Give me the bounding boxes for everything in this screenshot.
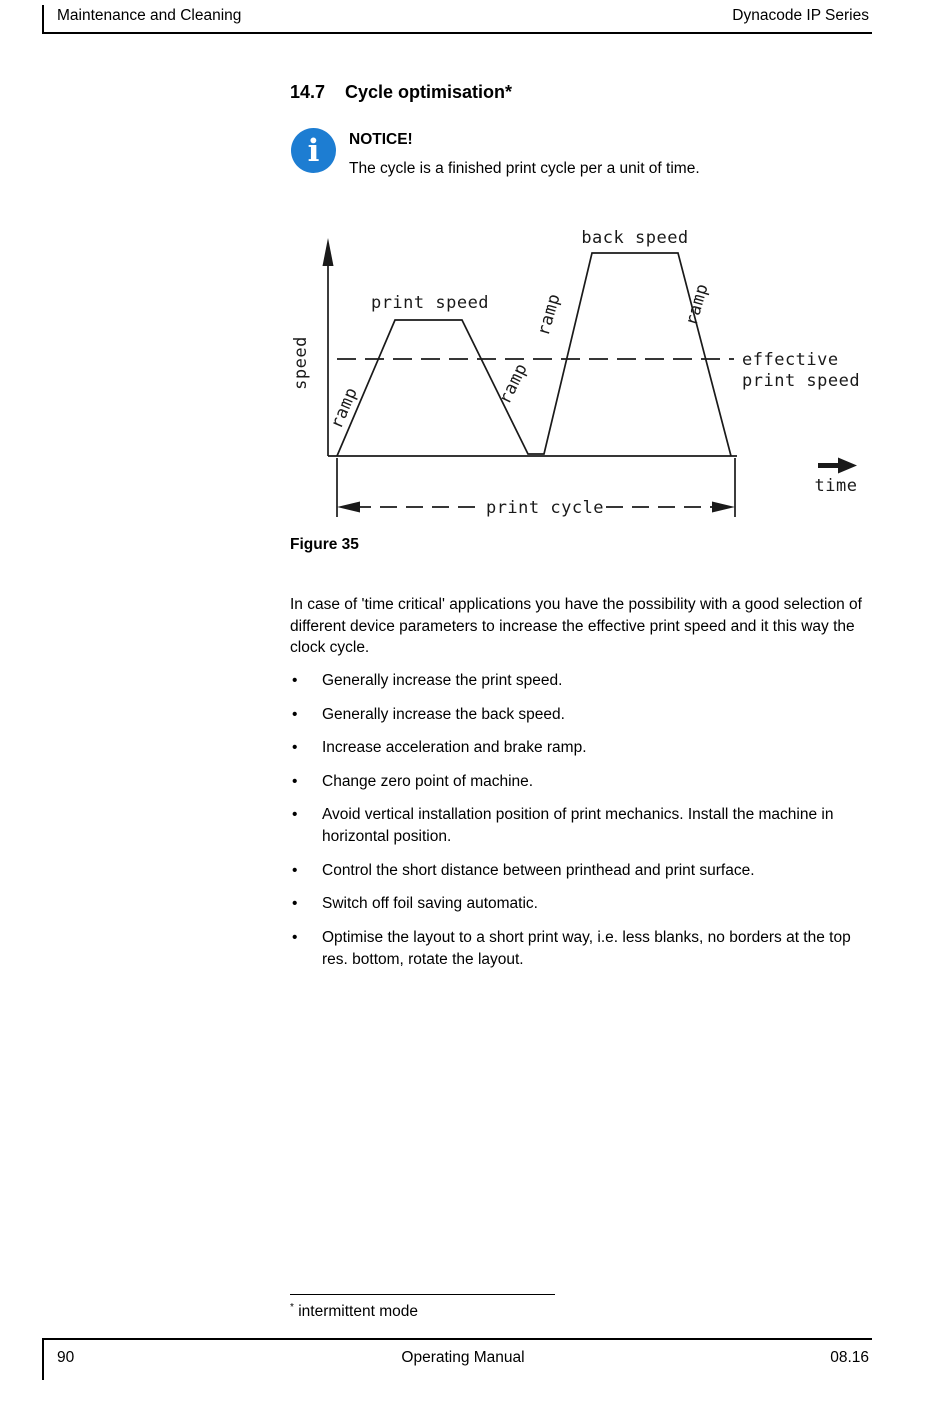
list-item [290,737,868,759]
ramp-label-4: ramp [681,281,713,329]
speed-profile [337,253,731,456]
bullet-marker: • [292,672,298,689]
footnote [290,1294,555,1321]
list-item [290,771,868,793]
bullet-marker: • [292,772,298,790]
notice-body: The cycle is a finished print cycle per a unit of time. [349,160,700,177]
notice-block [291,128,700,178]
list-item-text: Optimise the layout to a short print way, i.e. less blanks, no borders at the top res. bottom, rotate the layout. [322,928,851,968]
footnote-text [290,1302,555,1321]
page-header [42,5,872,34]
bullet-marker: • [292,806,298,823]
bullet-marker: • [292,928,298,946]
section-title: Cycle optimisation* [345,82,513,102]
bullet-marker: • [292,705,298,723]
dimension-arrow-right [712,502,735,513]
footnote-marker: * [290,1302,294,1313]
print-cycle-label: print cycle [485,498,605,518]
footer-version: 08.16 [830,1349,870,1366]
bullet-list [290,670,868,982]
list-item-text: Change zero point of machine. [322,772,534,790]
footnote-label: intermittent mode [298,1303,418,1321]
list-item-text: Generally increase the back speed. [322,705,565,723]
y-axis-arrow [323,238,334,266]
ramp-label-3: ramp [533,291,565,339]
notice-title: NOTICE! [349,131,413,148]
body-paragraph: In case of 'time critical' applications you have the possibility with a good selection of different device parameters to increase the effective print speed and it this way the clock cycle. [290,596,862,656]
list-item [290,860,868,882]
list-item-text: Generally increase the print speed. [322,672,563,689]
footer-document-title: Operating Manual [401,1349,525,1366]
list-item-text: Control the short distance between printhead and print surface. [322,861,755,879]
y-axis-label: speed [291,336,311,390]
info-icon: i [291,128,336,173]
cycle-diagram [290,226,868,526]
ramp-label-2: ramp [495,360,532,408]
list-item-text: Increase acceleration and brake ramp. [322,739,587,756]
header-right-title: Dynacode IP Series [732,7,869,24]
time-axis-arrow [818,458,857,474]
bullet-marker: • [292,861,298,879]
bullet-marker: • [292,739,298,756]
list-item [290,893,868,915]
section-number: 14.7 [290,82,326,102]
figure-caption: Figure 35 [290,536,359,553]
section-heading [290,82,512,103]
list-item-text: Switch off foil saving automatic. [322,895,538,912]
page-footer [42,1338,872,1380]
print-speed-label: print speed [370,293,490,313]
notice-texts [349,128,700,178]
dimension-arrow-left [337,502,360,513]
footer-page-number: 90 [57,1349,75,1366]
bullet-marker: • [292,895,298,912]
list-item [290,804,868,848]
footnote-divider [290,1294,555,1295]
list-item [290,704,868,726]
header-left-title: Maintenance and Cleaning [57,7,242,24]
effective-speed-label-line2: print speed [742,371,861,391]
x-axis-label: time [814,476,858,496]
effective-speed-label-line1: effective [742,350,839,370]
list-item [290,670,868,692]
back-speed-label: back speed [581,228,689,248]
list-item [290,927,868,971]
list-item-text: Avoid vertical installation position of print mechanics. Install the machine in horizontal position. [322,806,834,845]
ramp-label-1: ramp [326,384,362,432]
